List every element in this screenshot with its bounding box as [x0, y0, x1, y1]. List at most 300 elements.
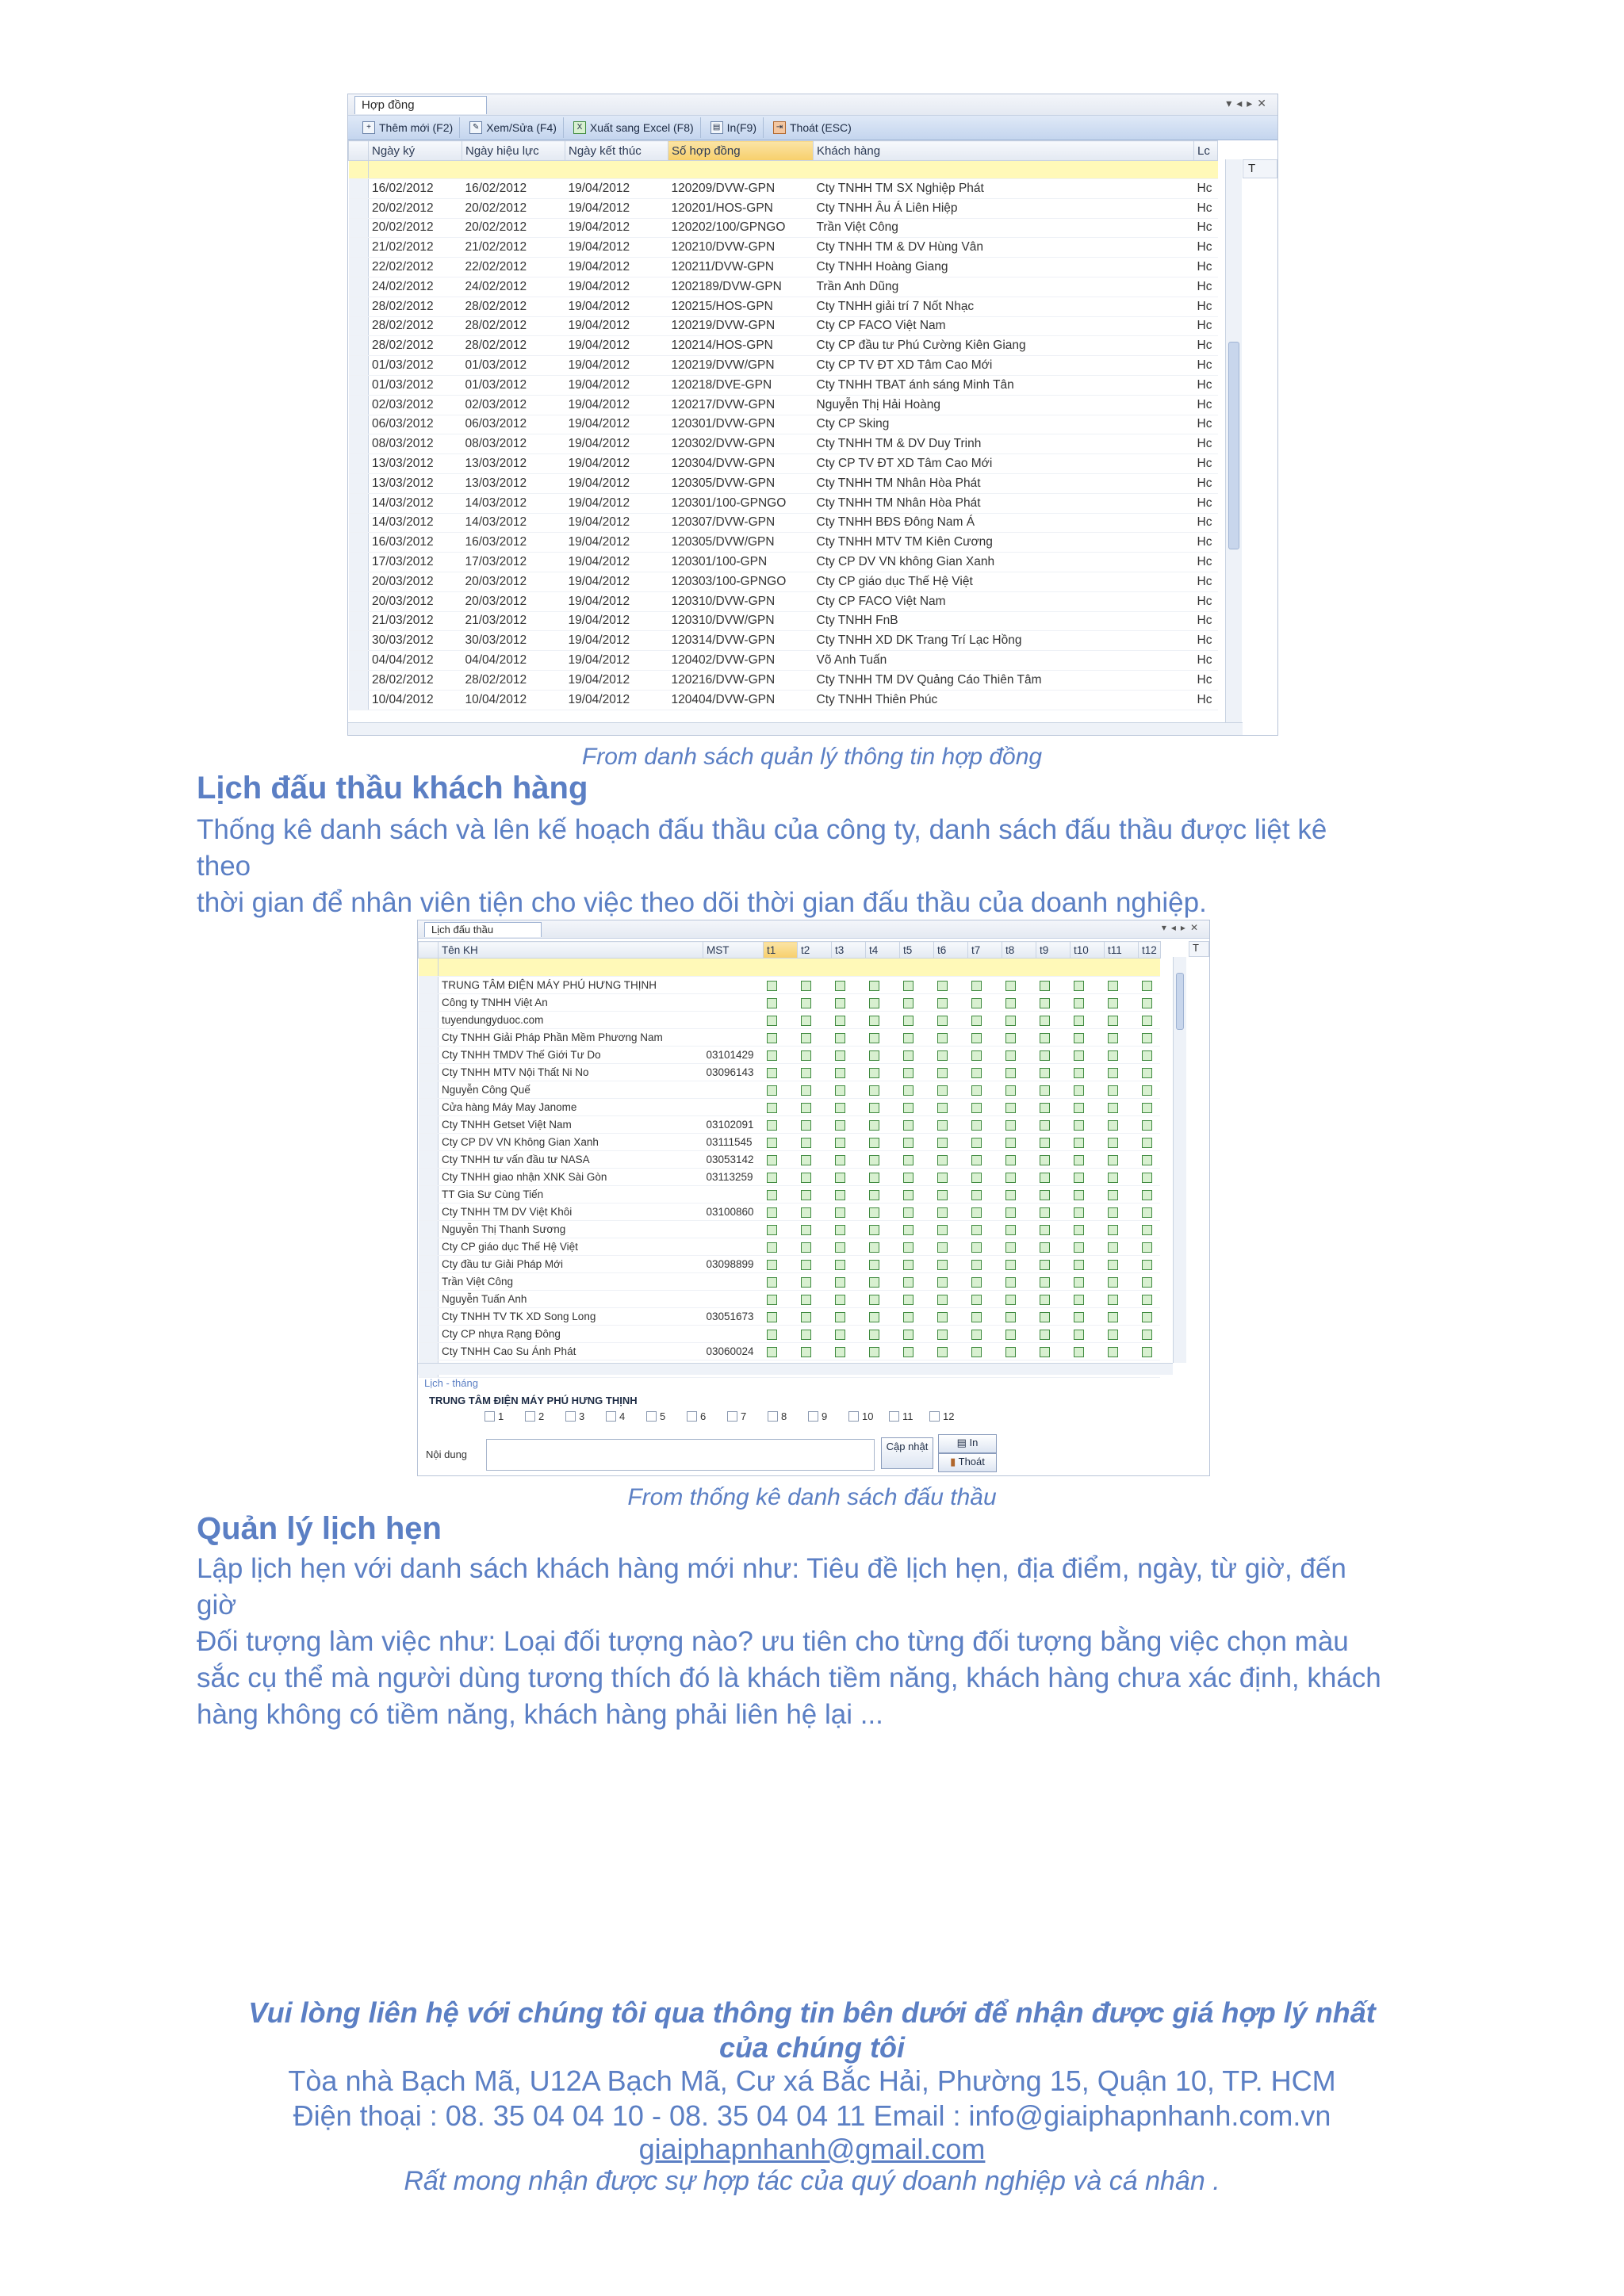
month-cell[interactable] — [866, 994, 900, 1012]
month-cell[interactable] — [1002, 1326, 1036, 1343]
column-header[interactable]: Tên KH — [439, 942, 703, 959]
month-cell[interactable] — [900, 977, 934, 994]
month-checkbox[interactable] — [1005, 998, 1016, 1008]
month-cell[interactable] — [764, 1099, 798, 1116]
table-cell[interactable]: 08/03/2012 — [462, 434, 565, 454]
month-checkbox[interactable] — [1005, 1016, 1016, 1026]
tax-code-cell[interactable]: 03060024 — [703, 1343, 764, 1360]
row-selector[interactable] — [419, 1064, 439, 1081]
table-cell[interactable]: 19/04/2012 — [565, 395, 668, 415]
table-cell[interactable]: 06/03/2012 — [462, 415, 565, 434]
table-cell[interactable]: Hc — [1194, 553, 1218, 572]
month-cell[interactable] — [832, 1099, 866, 1116]
month-checkbox[interactable] — [937, 1068, 948, 1078]
table-cell[interactable]: 120219/DVW/GPN — [668, 356, 814, 376]
month-cell[interactable] — [934, 1012, 968, 1029]
month-checkbox[interactable] — [937, 1260, 948, 1270]
month-cell[interactable] — [1036, 1029, 1071, 1047]
tax-code-cell[interactable]: 03051673 — [703, 1308, 764, 1326]
month-cell[interactable] — [764, 1029, 798, 1047]
tax-code-cell[interactable]: 03096143 — [703, 1064, 764, 1081]
month-checkbox[interactable] — [835, 1103, 845, 1113]
table-cell[interactable]: Hc — [1194, 670, 1218, 690]
month-checkbox[interactable] — [1040, 1330, 1050, 1340]
month-cell[interactable] — [968, 1169, 1002, 1186]
row-selector-header[interactable] — [349, 141, 369, 161]
month-cell[interactable] — [934, 1238, 968, 1256]
month-cell[interactable] — [900, 1238, 934, 1256]
month-cell[interactable] — [1139, 994, 1161, 1012]
table-cell[interactable]: 19/04/2012 — [565, 591, 668, 611]
month-checkbox[interactable] — [1142, 1312, 1152, 1322]
month-cell[interactable] — [832, 1256, 866, 1273]
row-selector[interactable] — [349, 553, 369, 572]
month-checkbox[interactable] — [971, 1050, 982, 1061]
table-row[interactable] — [349, 611, 1218, 631]
table-cell[interactable]: 120302/DVW-GPN — [668, 434, 814, 454]
table-cell[interactable]: 28/02/2012 — [369, 316, 462, 336]
month-checkbox[interactable] — [903, 981, 914, 991]
month-cell[interactable] — [934, 1047, 968, 1064]
month-cell[interactable] — [764, 1273, 798, 1291]
month-checkbox[interactable] — [1074, 1242, 1084, 1253]
table-cell[interactable]: 20/03/2012 — [369, 591, 462, 611]
month-checkbox[interactable] — [971, 1347, 982, 1357]
month-checkbox[interactable] — [801, 1103, 811, 1113]
table-cell[interactable]: 01/03/2012 — [369, 375, 462, 395]
table-cell[interactable]: 120304/DVW-GPN — [668, 454, 814, 474]
table-cell[interactable]: 01/03/2012 — [369, 356, 462, 376]
month-checkbox[interactable] — [937, 1295, 948, 1305]
column-header[interactable]: t2 — [798, 942, 832, 959]
month-cell[interactable] — [764, 1326, 798, 1343]
month-checkbox[interactable] — [869, 1155, 879, 1165]
table-cell[interactable]: Cty TNHH BĐS Đông Nam Á — [814, 513, 1194, 533]
month-cell[interactable] — [798, 1326, 832, 1343]
customer-name-cell[interactable]: tuyendungyduoc.com — [439, 1012, 703, 1029]
month-cell[interactable] — [1139, 1256, 1161, 1273]
month-checkbox[interactable] — [937, 998, 948, 1008]
month-cell[interactable] — [1105, 1186, 1139, 1203]
month-cell[interactable] — [1002, 1186, 1036, 1203]
month-cell[interactable] — [1036, 1064, 1071, 1081]
month-cell[interactable] — [1105, 1012, 1139, 1029]
month-cell[interactable] — [1105, 1238, 1139, 1256]
month-cell[interactable] — [968, 1256, 1002, 1273]
month-cell[interactable] — [900, 1012, 934, 1029]
month-cell[interactable] — [764, 1343, 798, 1360]
row-selector[interactable] — [419, 1291, 439, 1308]
month-cell[interactable] — [1002, 1291, 1036, 1308]
column-header[interactable]: Ngày kết thúc — [565, 141, 668, 161]
month-checkbox[interactable] — [565, 1411, 576, 1422]
month-checkbox[interactable] — [903, 1347, 914, 1357]
month-checkbox[interactable] — [937, 1190, 948, 1200]
month-cell[interactable] — [798, 1273, 832, 1291]
month-cell[interactable] — [798, 1047, 832, 1064]
month-checkbox[interactable] — [1005, 1295, 1016, 1305]
month-checkbox[interactable] — [801, 1347, 811, 1357]
customer-name-cell[interactable]: Cty TNHH Giải Pháp Phần Mềm Phương Nam — [439, 1029, 703, 1047]
table-cell[interactable]: 01/03/2012 — [462, 356, 565, 376]
month-checkbox[interactable] — [1108, 1103, 1118, 1113]
row-selector[interactable] — [419, 1221, 439, 1238]
month-checkbox[interactable] — [903, 1016, 914, 1026]
content-input[interactable] — [486, 1439, 875, 1471]
month-checkbox[interactable] — [767, 1277, 777, 1288]
row-selector[interactable] — [349, 690, 369, 710]
customer-name-cell[interactable]: TT Gia Sư Cùng Tiến — [439, 1186, 703, 1203]
table-cell[interactable]: 120210/DVW-GPN — [668, 238, 814, 258]
table-cell[interactable]: 120402/DVW-GPN — [668, 651, 814, 671]
month-checkbox[interactable] — [971, 1277, 982, 1288]
row-selector[interactable] — [419, 1029, 439, 1047]
row-selector[interactable] — [349, 238, 369, 258]
month-checkbox[interactable] — [937, 1120, 948, 1131]
month-checkbox[interactable] — [869, 1347, 879, 1357]
month-checkbox[interactable] — [767, 998, 777, 1008]
month-checkbox[interactable] — [1040, 1242, 1050, 1253]
table-cell[interactable]: 22/02/2012 — [462, 258, 565, 277]
month-cell[interactable] — [1105, 1326, 1139, 1343]
row-selector[interactable] — [419, 1326, 439, 1343]
month-cell[interactable] — [1105, 1151, 1139, 1169]
table-cell[interactable]: 19/04/2012 — [565, 553, 668, 572]
row-selector[interactable] — [349, 336, 369, 356]
month-checkbox[interactable] — [835, 1173, 845, 1183]
month-checkbox[interactable] — [937, 1085, 948, 1096]
table-cell[interactable]: 120305/DVW-GPN — [668, 473, 814, 493]
table-row[interactable] — [349, 473, 1218, 493]
column-header[interactable]: t3 — [832, 942, 866, 959]
month-cell[interactable] — [1002, 1029, 1036, 1047]
month-checkbox[interactable] — [1142, 1225, 1152, 1235]
table-cell[interactable]: 06/03/2012 — [369, 415, 462, 434]
table-cell[interactable]: 120314/DVW-GPN — [668, 631, 814, 651]
table-cell[interactable]: 17/03/2012 — [462, 553, 565, 572]
table-row[interactable] — [419, 1308, 1161, 1326]
month-checkbox[interactable] — [869, 1050, 879, 1061]
month-checkbox[interactable] — [971, 1068, 982, 1078]
table-cell[interactable]: Cty TNHH TM & DV Hùng Vân — [814, 238, 1194, 258]
month-cell[interactable] — [832, 1203, 866, 1221]
table-cell[interactable]: 17/03/2012 — [369, 553, 462, 572]
window-controls[interactable]: ▾◂▸✕ — [1161, 922, 1203, 933]
month-cell[interactable] — [968, 1047, 1002, 1064]
month-checkbox[interactable] — [1108, 1068, 1118, 1078]
table-cell[interactable]: 19/04/2012 — [565, 258, 668, 277]
table-cell[interactable]: Cty TNHH MTV TM Kiên Cương — [814, 533, 1194, 553]
column-header[interactable]: t7 — [968, 942, 1002, 959]
table-cell[interactable]: 02/03/2012 — [462, 395, 565, 415]
customer-name-cell[interactable]: Nguyễn Tuấn Anh — [439, 1291, 703, 1308]
row-selector-header[interactable] — [419, 942, 439, 959]
month-checkbox[interactable] — [1142, 1330, 1152, 1340]
table-cell[interactable]: Hc — [1194, 395, 1218, 415]
table-cell[interactable]: Hc — [1194, 198, 1218, 218]
month-cell[interactable] — [1105, 1116, 1139, 1134]
month-cell[interactable] — [900, 1186, 934, 1203]
table-row[interactable] — [419, 977, 1161, 994]
month-cell[interactable] — [764, 1186, 798, 1203]
exit-button[interactable]: ⇥ Thoát (ESC) — [767, 117, 858, 138]
tax-code-cell[interactable] — [703, 1221, 764, 1238]
tax-code-cell[interactable]: 03101429 — [703, 1047, 764, 1064]
month-cell[interactable] — [968, 1012, 1002, 1029]
table-row[interactable] — [349, 434, 1218, 454]
month-checkbox[interactable] — [1108, 1016, 1118, 1026]
contracts-horizontal-scrollbar[interactable] — [348, 722, 1243, 736]
table-cell[interactable]: Cty CP FACO Việt Nam — [814, 316, 1194, 336]
month-checkbox[interactable] — [767, 1225, 777, 1235]
month-checkbox[interactable] — [869, 1033, 879, 1043]
month-checkbox[interactable] — [1074, 1016, 1084, 1026]
month-cell[interactable] — [764, 1134, 798, 1151]
table-cell[interactable]: 21/02/2012 — [369, 238, 462, 258]
month-checkbox[interactable] — [971, 1033, 982, 1043]
month-cell[interactable] — [1071, 1308, 1105, 1326]
add-button[interactable]: + Thêm mới (F2) — [356, 117, 460, 138]
table-cell[interactable]: 120305/DVW/GPN — [668, 533, 814, 553]
table-row[interactable] — [349, 356, 1218, 376]
month-checkbox[interactable] — [1005, 1068, 1016, 1078]
month-cell[interactable] — [798, 994, 832, 1012]
customer-name-cell[interactable]: Cty TNHH Getset Việt Nam — [439, 1116, 703, 1134]
month-checkbox[interactable] — [869, 1173, 879, 1183]
table-cell[interactable]: Trần Việt Công — [814, 218, 1194, 238]
month-checkbox[interactable] — [937, 981, 948, 991]
month-checkbox[interactable] — [1108, 1190, 1118, 1200]
month-cell[interactable] — [1139, 1273, 1161, 1291]
month-cell[interactable] — [1002, 1343, 1036, 1360]
month-checkbox[interactable] — [1108, 1295, 1118, 1305]
month-cell[interactable] — [1071, 994, 1105, 1012]
month-cell[interactable] — [968, 1326, 1002, 1343]
month-checkbox[interactable] — [1040, 1068, 1050, 1078]
month-cell[interactable] — [866, 1012, 900, 1029]
row-selector[interactable] — [349, 670, 369, 690]
table-cell[interactable]: Cty TNHH TM & DV Duy Trinh — [814, 434, 1194, 454]
month-checkbox[interactable] — [1040, 1260, 1050, 1270]
month-checkbox[interactable] — [1005, 1225, 1016, 1235]
month-checkbox[interactable] — [768, 1411, 778, 1422]
month-cell[interactable] — [1002, 1256, 1036, 1273]
month-cell[interactable] — [1036, 1099, 1071, 1116]
table-cell[interactable]: 120303/100-GPNGO — [668, 572, 814, 591]
table-cell[interactable]: 19/04/2012 — [565, 434, 668, 454]
month-cell[interactable] — [1036, 1238, 1071, 1256]
month-checkbox[interactable] — [727, 1411, 737, 1422]
table-cell[interactable]: Cty TNHH TBAT ánh sáng Minh Tân — [814, 375, 1194, 395]
month-checkbox[interactable] — [1005, 1242, 1016, 1253]
table-cell[interactable]: 14/03/2012 — [369, 513, 462, 533]
table-cell[interactable]: Võ Anh Tuấn — [814, 651, 1194, 671]
month-cell[interactable] — [832, 1169, 866, 1186]
table-cell[interactable]: Hc — [1194, 277, 1218, 297]
month-checkbox[interactable] — [1005, 1085, 1016, 1096]
month-cell[interactable] — [1071, 1012, 1105, 1029]
month-cell[interactable] — [1036, 1308, 1071, 1326]
month-checkbox[interactable] — [1074, 1330, 1084, 1340]
month-cell[interactable] — [1071, 1186, 1105, 1203]
month-cell[interactable] — [1071, 1256, 1105, 1273]
month-checkbox[interactable] — [1074, 1207, 1084, 1218]
row-selector[interactable] — [419, 1186, 439, 1203]
table-cell[interactable]: Hc — [1194, 415, 1218, 434]
month-cell[interactable] — [764, 1256, 798, 1273]
month-cell[interactable] — [1105, 1203, 1139, 1221]
month-cell[interactable] — [764, 1169, 798, 1186]
month-cell[interactable] — [900, 1291, 934, 1308]
month-cell[interactable] — [866, 1081, 900, 1099]
month-cell[interactable] — [764, 1047, 798, 1064]
table-row[interactable] — [419, 1029, 1161, 1047]
month-cell[interactable] — [968, 1291, 1002, 1308]
table-row[interactable] — [419, 1012, 1161, 1029]
month-cell[interactable] — [866, 1151, 900, 1169]
month-cell[interactable] — [832, 1116, 866, 1134]
month-checkbox[interactable] — [1142, 1085, 1152, 1096]
month-checkbox[interactable] — [1142, 1050, 1152, 1061]
month-cell[interactable] — [764, 1151, 798, 1169]
month-cell[interactable] — [1139, 1151, 1161, 1169]
table-cell[interactable]: Cty TNHH Âu Á Liên Hiệp — [814, 198, 1194, 218]
month-cell[interactable] — [1105, 994, 1139, 1012]
table-cell[interactable]: 04/04/2012 — [462, 651, 565, 671]
month-cell[interactable] — [866, 1116, 900, 1134]
table-row[interactable] — [419, 1116, 1161, 1134]
month-checkbox[interactable] — [903, 1173, 914, 1183]
month-checkbox[interactable] — [869, 1120, 879, 1131]
tax-code-cell[interactable]: 03100860 — [703, 1203, 764, 1221]
month-checkbox[interactable] — [1142, 1277, 1152, 1288]
month-checkbox[interactable] — [801, 998, 811, 1008]
month-checkbox[interactable] — [835, 1225, 845, 1235]
month-checkbox[interactable] — [903, 1330, 914, 1340]
month-checkbox[interactable] — [1142, 1138, 1152, 1148]
month-checkbox[interactable] — [869, 1138, 879, 1148]
month-cell[interactable] — [1139, 1029, 1161, 1047]
table-cell[interactable]: Hc — [1194, 434, 1218, 454]
month-checkbox[interactable] — [1108, 1085, 1118, 1096]
table-cell[interactable]: 22/02/2012 — [369, 258, 462, 277]
month-checkbox[interactable] — [1005, 1050, 1016, 1061]
month-checkbox[interactable] — [1005, 1207, 1016, 1218]
month-cell[interactable] — [1036, 1326, 1071, 1343]
month-checkbox[interactable] — [1142, 1068, 1152, 1078]
month-cell[interactable] — [832, 1151, 866, 1169]
month-checkbox[interactable] — [1074, 1155, 1084, 1165]
month-checkbox[interactable] — [903, 1242, 914, 1253]
table-row[interactable] — [349, 179, 1218, 199]
customer-name-cell[interactable]: Cty TNHH TM DV Việt Khôi — [439, 1203, 703, 1221]
month-checkbox[interactable] — [1074, 981, 1084, 991]
month-cell[interactable] — [1002, 1116, 1036, 1134]
table-cell[interactable]: 19/04/2012 — [565, 316, 668, 336]
month-checkbox[interactable] — [1074, 1138, 1084, 1148]
row-selector[interactable] — [349, 434, 369, 454]
month-checkbox[interactable] — [1040, 1277, 1050, 1288]
table-row[interactable] — [419, 1291, 1161, 1308]
table-cell[interactable]: 19/04/2012 — [565, 375, 668, 395]
month-option[interactable] — [646, 1410, 687, 1422]
row-selector[interactable] — [349, 356, 369, 376]
month-cell[interactable] — [798, 1134, 832, 1151]
month-cell[interactable] — [1036, 1134, 1071, 1151]
month-checkbox[interactable] — [937, 1173, 948, 1183]
table-row[interactable] — [419, 1081, 1161, 1099]
month-checkbox[interactable] — [1005, 1347, 1016, 1357]
month-cell[interactable] — [832, 1326, 866, 1343]
table-cell[interactable]: Cty CP FACO Việt Nam — [814, 591, 1194, 611]
month-cell[interactable] — [1071, 1343, 1105, 1360]
month-cell[interactable] — [1139, 1012, 1161, 1029]
month-cell[interactable] — [1139, 1134, 1161, 1151]
month-cell[interactable] — [1105, 1099, 1139, 1116]
month-checkbox[interactable] — [1040, 1312, 1050, 1322]
month-checkbox[interactable] — [835, 1033, 845, 1043]
month-checkbox[interactable] — [767, 1190, 777, 1200]
month-cell[interactable] — [1105, 1273, 1139, 1291]
month-checkbox[interactable] — [971, 1207, 982, 1218]
month-cell[interactable] — [934, 977, 968, 994]
table-cell[interactable]: Hc — [1194, 631, 1218, 651]
month-checkbox[interactable] — [835, 998, 845, 1008]
month-checkbox[interactable] — [1108, 1033, 1118, 1043]
table-cell[interactable]: 19/04/2012 — [565, 651, 668, 671]
table-cell[interactable]: 28/02/2012 — [369, 297, 462, 316]
month-cell[interactable] — [832, 1343, 866, 1360]
bidding-vertical-scrollbar[interactable] — [1173, 957, 1186, 1363]
month-cell[interactable] — [764, 977, 798, 994]
month-checkbox[interactable] — [971, 1173, 982, 1183]
month-checkbox[interactable] — [1074, 1277, 1084, 1288]
table-cell[interactable]: Cty TNHH Hoàng Giang — [814, 258, 1194, 277]
month-checkbox[interactable] — [903, 1155, 914, 1165]
row-selector[interactable] — [419, 1256, 439, 1273]
month-checkbox[interactable] — [835, 1260, 845, 1270]
month-cell[interactable] — [764, 1064, 798, 1081]
month-checkbox[interactable] — [971, 1085, 982, 1096]
table-cell[interactable]: 16/02/2012 — [369, 179, 462, 199]
table-cell[interactable]: 120310/DVW-GPN — [668, 591, 814, 611]
month-checkbox[interactable] — [1040, 1103, 1050, 1113]
table-cell[interactable]: Cty TNHH FnB — [814, 611, 1194, 631]
month-checkbox[interactable] — [485, 1411, 495, 1422]
month-checkbox[interactable] — [1142, 981, 1152, 991]
month-checkbox[interactable] — [801, 1207, 811, 1218]
month-cell[interactable] — [1071, 1064, 1105, 1081]
table-cell[interactable]: Hc — [1194, 297, 1218, 316]
export-excel-button[interactable]: X Xuất sang Excel (F8) — [567, 117, 701, 138]
month-cell[interactable] — [798, 1291, 832, 1308]
view-edit-button[interactable]: ✎ Xem/Sửa (F4) — [463, 117, 564, 138]
month-checkbox[interactable] — [835, 1016, 845, 1026]
month-cell[interactable] — [1071, 1291, 1105, 1308]
month-checkbox[interactable] — [971, 1155, 982, 1165]
table-cell[interactable]: 14/03/2012 — [462, 513, 565, 533]
month-cell[interactable] — [764, 1238, 798, 1256]
table-cell[interactable]: Cty TNHH giải trí 7 Nốt Nhạc — [814, 297, 1194, 316]
month-checkbox[interactable] — [929, 1411, 940, 1422]
month-cell[interactable] — [934, 1116, 968, 1134]
month-checkbox[interactable] — [1108, 1120, 1118, 1131]
month-cell[interactable] — [866, 1169, 900, 1186]
table-cell[interactable]: 19/04/2012 — [565, 690, 668, 710]
table-row[interactable] — [349, 670, 1218, 690]
month-cell[interactable] — [934, 1029, 968, 1047]
month-cell[interactable] — [1002, 1273, 1036, 1291]
